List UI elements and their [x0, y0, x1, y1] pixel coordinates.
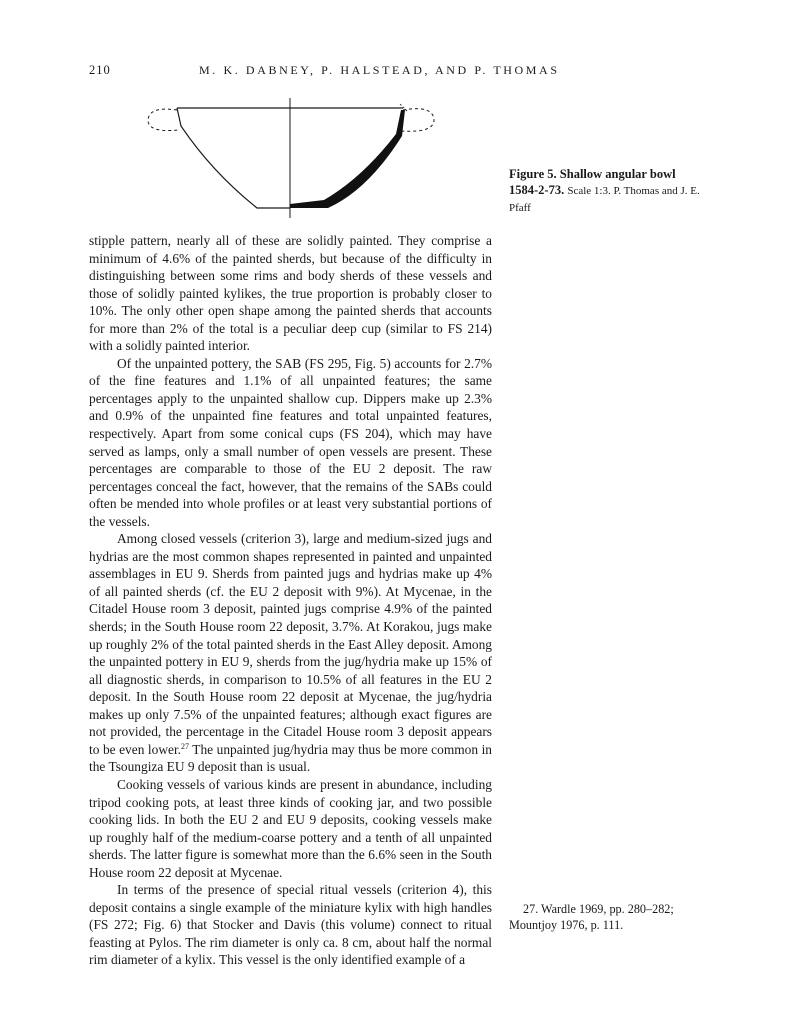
figure-credit: Scale 1:3. P. Thomas and J. E. Pfaff — [509, 185, 700, 214]
footnote-text: 27. Wardle 1969, pp. 280–282; Mountjoy 1976, p. 111. — [509, 902, 674, 932]
bowl-section-solid — [290, 110, 405, 208]
footnote-27 — [509, 901, 714, 933]
page-number: 210 — [89, 63, 111, 77]
paragraph-3 — [89, 530, 492, 776]
bowl-profile-drawing — [140, 96, 450, 220]
left-handle-dashed — [148, 109, 178, 130]
body-text — [89, 232, 492, 969]
paragraph-1: stipple pattern, nearly all of these are solidly painted. They comprise a minimum of 4.6% of the painted sherds, but because of the difficulty in distinguishing between some rims and body sherds of these vessels and those of solidly painted kylikes, the true proportion is probably closer to 10%. The only other open shape among the painted sherds that accounts for more than 2% of the total is a peculiar deep cup (similar to FS 214) with a solidly painted interior. — [89, 233, 492, 354]
figure-id: 1584-2-73. — [509, 183, 565, 197]
running-head: M. K. DABNEY, P. HALSTEAD, AND P. THOMAS — [199, 63, 560, 77]
figure-caption — [509, 166, 719, 216]
paragraph-5: In terms of the presence of special ritual vessels (criterion 4), this deposit contains a single example of the miniature kylix with high handles (FS 272; Fig. 6) that Stocker and Davis (this volume) connect to ritual feasting at Pylos. The rim diameter is only ca. 8 cm, about half the normal rim diameter of a kylix. This vessel is the only identified example of a — [89, 882, 492, 968]
paragraph-4: Cooking vessels of various kinds are present in abundance, including tripod cooking pots, at least three kinds of cooking jar, and two possible cooking lids. In both the EU 2 and EU 9 deposits, cooking vessels make up roughly half of the medium-coarse pottery and a tenth of all unpainted sherds. The latter figure is somewhat more than the 6.6% seen in the South House room 22 deposit at Mycenae. — [89, 776, 492, 880]
bowl-exterior-outline — [177, 108, 290, 208]
paragraph-3-text: Among closed vessels (criterion 3), large and medium-sized jugs and hydrias are the most common shapes represented in painted and unpainted assemblages in EU 9. Sherds from painted jugs and hydrias make up 4% of all painted sherds (cf. the EU 2 deposit with 9%). At Mycenae, in the Citadel House room 3 deposit, painted jugs comprise 4.9% of the painted sherds; in the South House room 22 deposit, 3.7%. At Korakou, jugs make up roughly 2% of the total painted sherds in the East Alley deposit. Among the unpainted pottery in EU 9, sherds from the jug/hydria make up 15% of all diagnostic sherds, in comparison to 10.5% of all features in the EU 2 deposit. In the South House room 22 deposit at Mycenae, the jug/hydria makes up only 7.5% of the unpainted features; although exact figures are not provided, the percentage in the Citadel House room 3 deposit appears to be even lower. — [89, 531, 492, 757]
footnote-ref-27[interactable]: 27 — [181, 741, 190, 751]
paragraph-3-end: The unpainted jug/hydria may thus be more common in the Tsoungiza EU 9 deposit than is usual. — [89, 741, 492, 775]
figure-title: Figure 5. Shallow angular bowl — [509, 167, 676, 181]
paragraph-2: Of the unpainted pottery, the SAB (FS 295, Fig. 5) accounts for 2.7% of the fine features and 1.1% of all unpainted features; the same percentages apply to the unpainted shallow cup. Dippers make up 2.3% and 0.9% of the unpainted fine features and total unpainted features, respectively. Apart from some conical cups (FS 204), which may have served as lamps, only a small number of open vessels are present. These percentages are comparable to those of the EU 2 deposit. The raw percentages conceal the fact, however, that the remains of the SABs could often be mended into whole profiles or at least very substantial portions of the vessels. — [89, 355, 492, 529]
right-handle-dashed — [402, 109, 434, 132]
